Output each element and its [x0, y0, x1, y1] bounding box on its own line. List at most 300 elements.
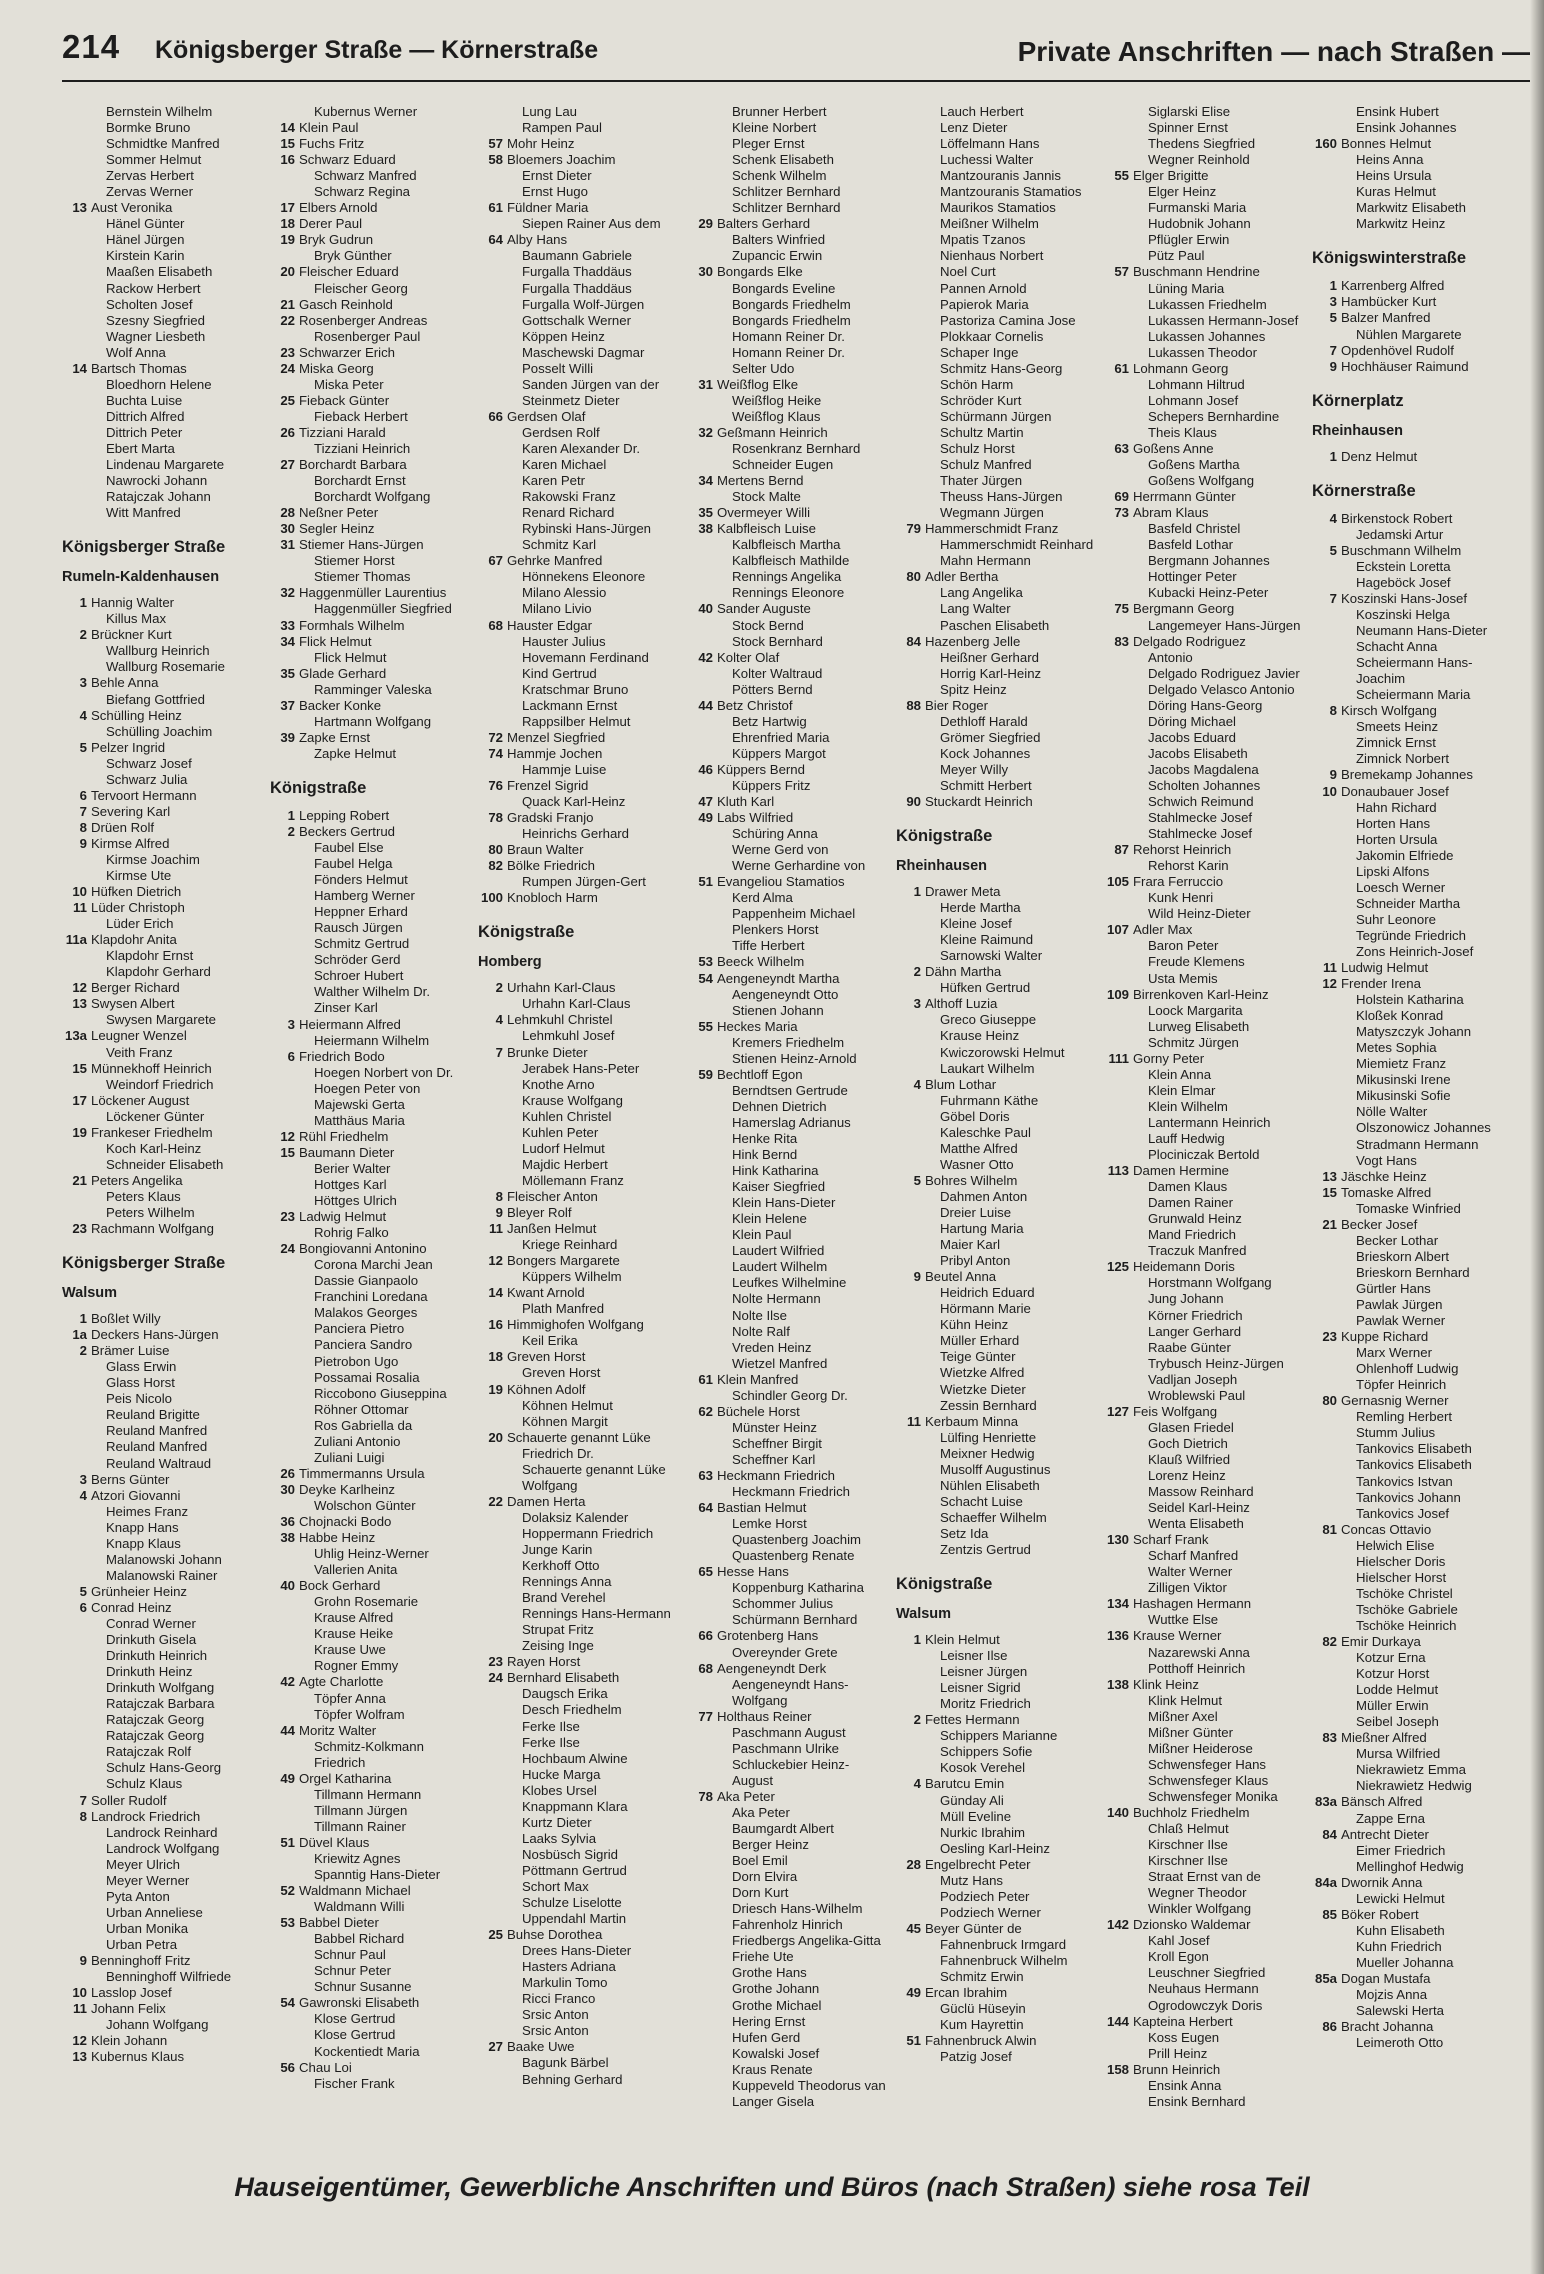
resident-entry: [1104, 1661, 1309, 1677]
resident-entry: [270, 393, 475, 409]
resident-entry: [896, 1093, 1101, 1109]
resident-entry: [896, 778, 1101, 794]
resident-entry: [270, 409, 475, 425]
resident-entry: [270, 1979, 475, 1995]
resident-entry: [478, 794, 683, 810]
resident-entry: [688, 1532, 893, 1548]
resident-entry: [1104, 666, 1309, 682]
resident-entry: [1312, 816, 1517, 832]
resident-entry: [1104, 1484, 1309, 1500]
resident-entry: [478, 1542, 683, 1558]
resident-name: Hauster Edgar: [507, 617, 593, 633]
resident-entry: [688, 858, 893, 874]
resident-name: Bongards Friedhelm: [732, 312, 851, 328]
resident-entry: [270, 1562, 475, 1578]
street-heading: Königstraße: [270, 778, 367, 797]
resident-name: Ratajczak Johann: [106, 489, 211, 505]
resident-name: Miska Georg: [299, 360, 374, 376]
resident-entry: [896, 1873, 1101, 1889]
resident-name: Schauerte genannt Lüke: [522, 1461, 666, 1477]
resident-entry: [688, 601, 893, 617]
resident-entry: [270, 152, 475, 168]
resident-name: Noel Curt: [940, 264, 996, 280]
resident-name: Kwant Arnold: [507, 1285, 585, 1301]
resident-name: Hartung Maria: [940, 1221, 1024, 1237]
resident-entry: [1312, 527, 1517, 543]
resident-name: Bonnes Helmut: [1341, 136, 1432, 152]
resident-entry: [1312, 1040, 1517, 1056]
resident-entry: [1104, 1179, 1309, 1195]
house-number: 160: [1314, 136, 1337, 152]
resident-entry: [688, 618, 893, 634]
resident-entry: [478, 537, 683, 553]
resident-entry: [62, 393, 267, 409]
resident-entry: [478, 1879, 683, 1895]
resident-entry: [896, 1632, 1101, 1648]
resident-name: Tegründe Friedrich: [1356, 927, 1466, 943]
house-number: 9: [913, 1269, 921, 1285]
resident-entry: [478, 1895, 683, 1911]
resident-name: Schmitz Gertrud: [314, 936, 410, 952]
resident-name: Lukassen Theodor: [1148, 344, 1257, 360]
resident-name: Weißflog Elke: [717, 376, 799, 392]
house-number: 3: [79, 675, 87, 691]
resident-name: Walter Werner: [1148, 1564, 1233, 1580]
resident-name: Loesch Werner: [1356, 879, 1446, 895]
resident-name: Goßens Martha: [1148, 457, 1240, 473]
resident-name: Scheiermann Hans-: [1356, 655, 1473, 671]
resident-entry: [1312, 2019, 1517, 2035]
resident-entry: [1104, 377, 1309, 393]
resident-entry: [478, 1253, 683, 1269]
resident-entry: [1104, 1821, 1309, 1837]
resident-name: Zons Heinrich-Josef: [1356, 943, 1474, 959]
resident-name: Delgado Rodriguez Javier: [1148, 665, 1300, 681]
resident-name: Hufen Gerd: [732, 2029, 801, 2045]
resident-entry: [896, 1648, 1101, 1664]
resident-name: Karen Petr: [522, 473, 586, 489]
resident-name: Mand Friedrich: [1148, 1227, 1236, 1243]
house-number: 33: [280, 617, 295, 633]
resident-name: Schlitzer Bernhard: [732, 184, 841, 200]
resident-name: Kuras Helmut: [1356, 184, 1436, 200]
resident-name: Severing Karl: [91, 803, 171, 819]
resident-name: Nolte Ilse: [732, 1307, 787, 1323]
resident-name: Aengeneyndt Derk: [717, 1660, 827, 1676]
resident-name: Rumpen Jürgen-Gert: [522, 874, 646, 890]
resident-name: Schneider Elisabeth: [106, 1156, 224, 1172]
header-rule: [62, 80, 1534, 82]
resident-entry: [270, 1819, 475, 1835]
resident-entry: [1104, 457, 1309, 473]
resident-name: Vreden Heinz: [732, 1339, 812, 1355]
resident-name: Schüring Anna: [732, 826, 818, 842]
resident-entry: [62, 425, 267, 441]
resident-name: Hambücker Kurt: [1341, 294, 1437, 310]
resident-name: Wolschon Günter: [314, 1497, 416, 1513]
resident-name: Schneider Martha: [1356, 895, 1461, 911]
resident-entry: [1104, 1628, 1309, 1644]
house-number: 11: [73, 2001, 87, 2017]
house-number: 24: [488, 1670, 503, 1686]
resident-entry: [688, 457, 893, 473]
resident-name: Bryk Gudrun: [299, 232, 374, 248]
resident-entry: [688, 200, 893, 216]
resident-entry: [1104, 1725, 1309, 1741]
resident-name: Güclü Hüseyin: [940, 2001, 1026, 2017]
resident-name: Daugsch Erika: [522, 1686, 608, 1702]
resident-entry: [896, 1221, 1101, 1237]
resident-name: Frender Irena: [1341, 976, 1421, 992]
house-number: 22: [280, 312, 295, 328]
resident-name: Aengeneyndt Hans-: [732, 1676, 849, 1692]
resident-name: Köhnen Margit: [522, 1413, 608, 1429]
resident-name: Johann Felix: [91, 2001, 166, 2017]
resident-entry: [1312, 278, 1517, 294]
resident-name: Hielscher Horst: [1356, 1569, 1447, 1585]
resident-name: Kahl Josef: [1148, 1933, 1210, 1949]
resident-entry: [896, 1985, 1101, 2001]
resident-entry: [896, 1494, 1101, 1510]
resident-name: Schülling Joachim: [106, 723, 213, 739]
resident-name: Selter Udo: [732, 360, 795, 376]
resident-entry: [688, 1099, 893, 1115]
resident-entry: [478, 601, 683, 617]
house-number: 77: [698, 1708, 713, 1724]
resident-name: Driesch Hans-Wilhelm: [732, 1901, 863, 1917]
resident-name: Tizziani Harald: [299, 424, 386, 440]
house-number: 4: [79, 1487, 87, 1503]
house-number: 25: [488, 1927, 503, 1943]
house-number: 61: [698, 1371, 713, 1387]
resident-entry: [62, 248, 267, 264]
resident-entry: [688, 553, 893, 569]
resident-entry: [270, 1883, 475, 1899]
resident-entry: [1312, 1987, 1517, 2003]
resident-name: Helwich Elise: [1356, 1537, 1435, 1553]
resident-entry: [896, 1712, 1101, 1728]
resident-name: Gawronski Elisabeth: [299, 1995, 420, 2011]
resident-entry: [1312, 751, 1517, 767]
resident-entry: [62, 377, 267, 393]
resident-name: Hüfken Gertrud: [940, 980, 1031, 996]
resident-name: Klapdohr Gerhard: [106, 964, 211, 980]
resident-name: Geßmann Heinrich: [717, 424, 828, 440]
house-number: 1: [287, 807, 295, 823]
house-number: 12: [280, 1128, 295, 1144]
resident-name: Hasters Adriana: [522, 1959, 616, 1975]
resident-name: Schröder Gerd: [314, 952, 401, 968]
resident-entry: [896, 1269, 1101, 1285]
resident-name: Tschöke Christel: [1356, 1585, 1453, 1601]
resident-entry: [478, 1157, 683, 1173]
district-subheading: Walsum: [896, 1606, 952, 1623]
resident-name: Pannen Arnold: [940, 280, 1027, 296]
house-number: 4: [1329, 510, 1337, 526]
resident-entry: [1104, 232, 1309, 248]
resident-name: Pappenheim Michael: [732, 906, 856, 922]
resident-entry: [896, 329, 1101, 345]
resident-entry: [688, 2062, 893, 2078]
resident-name: Stuckardt Heinrich: [925, 794, 1033, 810]
resident-name: Kloßek Konrad: [1356, 1008, 1444, 1024]
resident-entry: [688, 1580, 893, 1596]
resident-name: Swysen Margarete: [106, 1012, 216, 1028]
resident-entry: [1104, 601, 1309, 617]
resident-entry: [478, 762, 683, 778]
resident-name: Tankovics Josef: [1356, 1505, 1450, 1521]
resident-entry: [478, 842, 683, 858]
resident-name: Labs Wilfried: [717, 810, 794, 826]
resident-name: Möllemann Franz: [522, 1172, 624, 1188]
resident-entry: [62, 595, 267, 611]
resident-entry: [62, 313, 267, 329]
resident-name: Deyke Karlheinz: [299, 1481, 396, 1497]
house-number: 10: [72, 1985, 87, 2001]
resident-entry: [688, 441, 893, 457]
resident-entry: [1312, 591, 1517, 607]
resident-name: Kirschner Ilse: [1148, 1853, 1228, 1869]
resident-name: Grunwald Heinz: [1148, 1211, 1242, 1227]
resident-name: Kuhn Elisabeth: [1356, 1922, 1445, 1938]
resident-entry: [1312, 294, 1517, 310]
resident-entry: [1104, 1580, 1309, 1596]
resident-entry: [62, 1488, 267, 1504]
resident-entry: [270, 216, 475, 232]
resident-entry: [62, 1953, 267, 1969]
resident-name: Zuliani Luigi: [314, 1449, 385, 1465]
resident-entry: [62, 1472, 267, 1488]
house-number: 90: [906, 794, 921, 810]
house-number: 113: [1107, 1163, 1129, 1179]
resident-entry: [1312, 152, 1517, 168]
resident-entry: [270, 1995, 475, 2011]
resident-name: Kalbfleisch Martha: [732, 537, 841, 553]
resident-name: Lauch Herbert: [940, 104, 1024, 119]
resident-name: Bongards Elke: [717, 264, 803, 280]
footer-note: Hauseigentümer, Gewerbliche Anschriften und Büros (nach Straßen) siehe rosa Teil: [234, 2172, 1310, 2202]
resident-entry: [688, 1901, 893, 1917]
resident-name: Kirschner Ilse: [1148, 1837, 1228, 1853]
house-number: 9: [495, 1205, 503, 1220]
resident-entry: [62, 1375, 267, 1391]
resident-name: Schepers Bernhardine: [1148, 408, 1280, 424]
resident-entry: [270, 1337, 475, 1353]
resident-entry: [270, 1915, 475, 1931]
resident-entry: [1104, 1035, 1309, 1051]
resident-name: Schwarz Julia: [106, 771, 188, 787]
resident-name: Steinmetz Dieter: [522, 392, 620, 408]
resident-entry: [688, 698, 893, 714]
house-number: 55: [1114, 168, 1129, 184]
resident-name: Srsic Anton: [522, 2023, 589, 2039]
resident-entry: [896, 1349, 1101, 1365]
resident-name: Klein Johann: [91, 2033, 168, 2049]
resident-entry: [478, 1189, 683, 1205]
resident-entry: [1104, 730, 1309, 746]
resident-name: Nühlen Margarete: [1356, 326, 1462, 342]
resident-name: Kind Gertrud: [522, 665, 597, 681]
resident-entry: [688, 1291, 893, 1307]
resident-name: Schwarz Eduard: [299, 152, 396, 168]
resident-name: Barutcu Emin: [925, 1776, 1005, 1792]
resident-entry: [688, 1725, 893, 1741]
house-number: 144: [1106, 2013, 1129, 2029]
resident-name: Dahmen Anton: [940, 1188, 1028, 1204]
resident-name: Hammje Jochen: [507, 745, 603, 761]
resident-entry: [1312, 1522, 1517, 1538]
resident-name: Rausch Jürgen: [314, 920, 403, 936]
resident-entry: [1312, 800, 1517, 816]
resident-name: Bongards Friedhelm: [732, 296, 851, 312]
resident-name: Fleischer Eduard: [299, 264, 399, 280]
resident-name: Stradmann Hermann: [1356, 1136, 1479, 1152]
resident-name: Brand Verehel: [522, 1590, 606, 1606]
resident-entry: [1104, 441, 1309, 457]
resident-name: Drinkuth Heinz: [106, 1664, 193, 1680]
house-number: 7: [1329, 590, 1337, 606]
resident-name: Töpfer Anna: [314, 1690, 386, 1706]
resident-name: Schenk Wilhelm: [732, 168, 827, 184]
resident-name: Dassie Gianpaolo: [314, 1273, 419, 1289]
resident-entry: [270, 1658, 475, 1674]
house-number: 53: [698, 954, 713, 970]
house-number: 23: [72, 1221, 87, 1237]
resident-entry: [1104, 585, 1309, 601]
resident-entry: [478, 1831, 683, 1847]
resident-entry: [478, 1927, 683, 1943]
resident-name: Becker Lothar: [1356, 1232, 1439, 1248]
resident-name: Wegner Theodor: [1148, 1885, 1247, 1901]
resident-entry: [1104, 2062, 1309, 2078]
resident-name: Goßens Anne: [1133, 440, 1214, 456]
resident-name: Baumann Dieter: [299, 1144, 395, 1160]
resident-name: Grohn Rosemarie: [314, 1594, 419, 1610]
resident-entry: [1104, 409, 1309, 425]
house-number: 24: [280, 1241, 295, 1257]
house-number: 80: [488, 842, 503, 858]
resident-entry: [688, 1115, 893, 1131]
resident-name: Ernst Hugo: [522, 184, 588, 200]
resident-name: Alby Hans: [507, 232, 568, 248]
resident-entry: [478, 1767, 683, 1783]
resident-name: Klein Helmut: [925, 1632, 1000, 1648]
resident-name: Schmitz Jürgen: [1148, 1034, 1239, 1050]
resident-name: Sander Auguste: [717, 601, 811, 617]
resident-entry: [688, 810, 893, 826]
resident-name: Niekrawietz Hedwig: [1356, 1778, 1472, 1794]
resident-entry: [1104, 1981, 1309, 1997]
resident-entry: [478, 1799, 683, 1815]
resident-name: Ros Gabriella da: [314, 1417, 413, 1433]
resident-entry: [478, 1237, 683, 1253]
resident-name: Malanowski Rainer: [106, 1567, 218, 1583]
resident-entry: [688, 313, 893, 329]
resident-entry: [270, 1674, 475, 1690]
resident-entry: [1104, 1709, 1309, 1725]
resident-name: Müll Eveline: [940, 1808, 1012, 1824]
resident-name: Babbel Dieter: [299, 1915, 379, 1931]
resident-name: Emir Durkaya: [1341, 1633, 1421, 1649]
resident-name: Urban Anneliese: [106, 1904, 203, 1920]
resident-name: Schröder Kurt: [940, 392, 1022, 408]
resident-name: Fieback Herbert: [314, 408, 408, 424]
resident-entry: [1312, 1233, 1517, 1249]
resident-name: Münnekhoff Heinrich: [91, 1060, 212, 1076]
house-number: 130: [1106, 1532, 1129, 1548]
resident-entry: [1104, 2078, 1309, 2094]
resident-entry: [688, 1035, 893, 1051]
resident-entry: [270, 1514, 475, 1530]
resident-entry: [478, 1815, 683, 1831]
resident-name: Behle Anna: [91, 675, 159, 691]
resident-entry: [62, 659, 267, 675]
resident-entry: [896, 948, 1101, 964]
resident-name: Gerdsen Rolf: [522, 424, 600, 440]
resident-entry: [62, 232, 267, 248]
resident-entry: [478, 1205, 683, 1221]
resident-name: Antrecht Dieter: [1341, 1826, 1429, 1842]
resident-entry: [270, 856, 475, 872]
resident-name: Elbers Arnold: [299, 200, 378, 216]
resident-entry: [62, 1439, 267, 1455]
resident-name: Zessin Bernhard: [940, 1397, 1037, 1413]
resident-name: Laaks Sylvia: [522, 1830, 597, 1846]
resident-name: Tankovics Johann: [1356, 1489, 1461, 1505]
resident-name: Kwiczorowski Helmut: [940, 1044, 1065, 1060]
resident-entry: [1104, 1741, 1309, 1757]
resident-entry: [478, 184, 683, 200]
resident-entry: [896, 1109, 1101, 1125]
resident-entry: [270, 2076, 475, 2092]
resident-name: Schwensfeger Hans: [1148, 1756, 1267, 1772]
resident-entry: [896, 200, 1101, 216]
resident-entry: [688, 1677, 893, 1693]
resident-entry: [270, 329, 475, 345]
resident-name: Keil Erika: [522, 1333, 578, 1349]
resident-name: Hammje Luise: [522, 761, 607, 777]
resident-entry: [688, 874, 893, 890]
resident-entry: [478, 1670, 683, 1686]
resident-entry: [1312, 1265, 1517, 1281]
resident-entry: [688, 1645, 893, 1661]
resident-name: Nurkic Ibrahim: [940, 1824, 1026, 1840]
resident-entry: [896, 297, 1101, 313]
resident-entry: [688, 1179, 893, 1195]
resident-entry: [62, 329, 267, 345]
resident-name: Kotzur Horst: [1356, 1666, 1430, 1682]
resident-name: Meyer Willy: [940, 761, 1009, 777]
resident-entry: [1104, 393, 1309, 409]
resident-entry: [1104, 505, 1309, 521]
resident-name: Heiermann Wilhelm: [314, 1032, 430, 1048]
resident-entry: [62, 216, 267, 232]
resident-entry: [688, 297, 893, 313]
house-number: 27: [280, 457, 295, 473]
resident-entry: [1312, 735, 1517, 751]
resident-name: Witt Manfred: [106, 505, 181, 521]
resident-entry: [688, 1420, 893, 1436]
resident-name: Eckstein Loretta: [1356, 558, 1451, 574]
resident-name: Reuland Manfred: [106, 1439, 208, 1455]
resident-name: Stumm Julius: [1356, 1425, 1436, 1441]
house-number: 2: [79, 1343, 87, 1359]
resident-name: Segler Heinz: [299, 521, 375, 537]
resident-entry: [1312, 2003, 1517, 2019]
resident-name: Klink Heinz: [1133, 1676, 1199, 1692]
resident-name: Knapp Hans: [106, 1519, 179, 1535]
resident-name: Althoff Luzia: [925, 996, 998, 1012]
